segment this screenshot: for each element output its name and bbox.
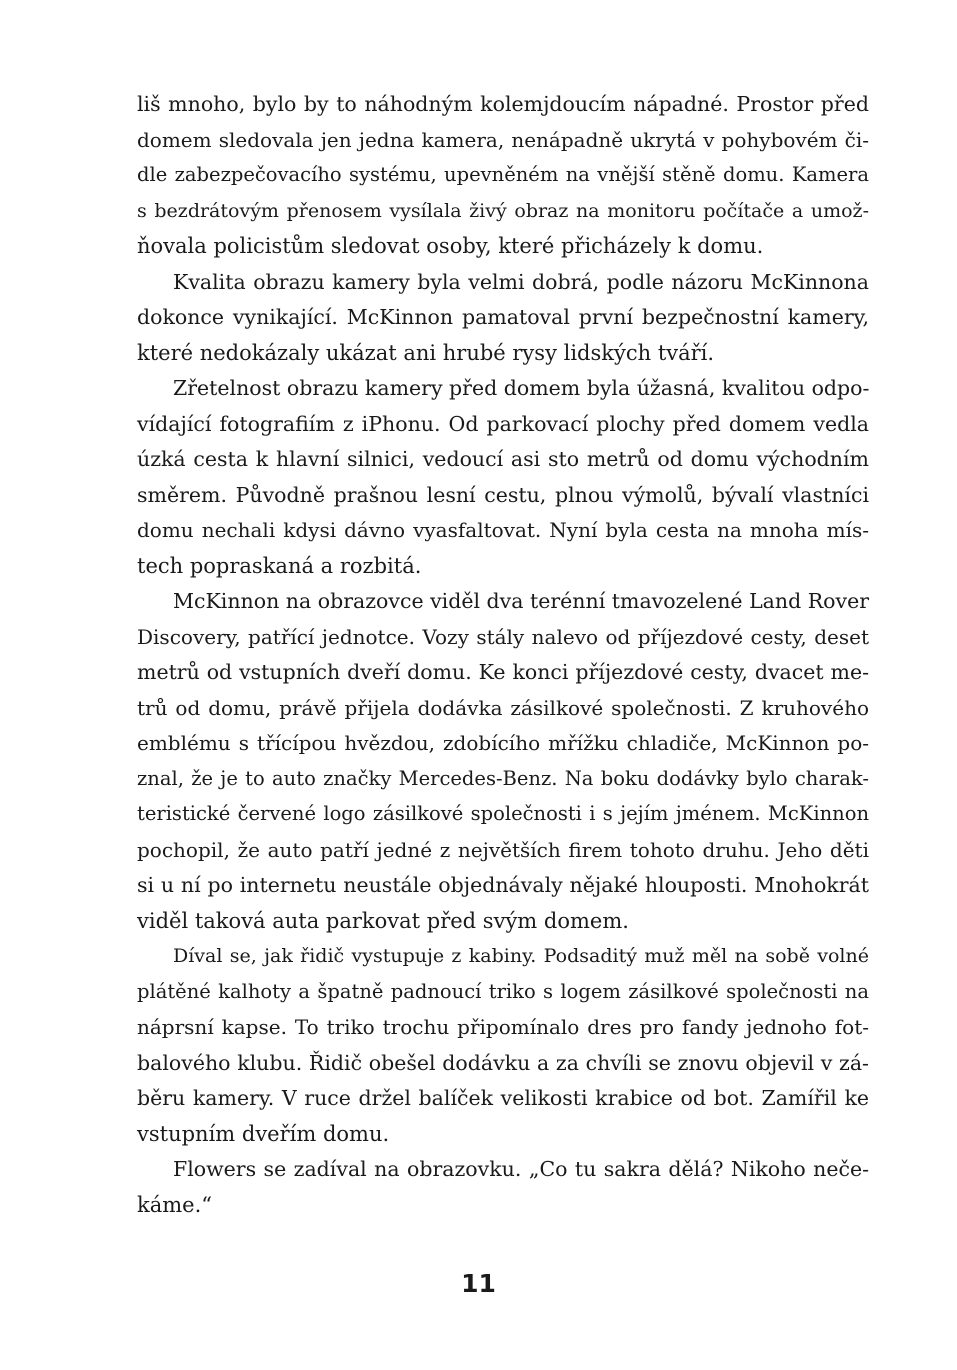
text-line: běru kamery. V ruce držel balíček velikosti krabice od bot. Zamířil ke xyxy=(137,1086,869,1110)
page-number: 11 xyxy=(461,1269,496,1298)
text-line: ňovala policistům sledovat osoby, které přicházely k domu. xyxy=(137,234,764,258)
text-line: káme.“ xyxy=(137,1193,212,1217)
text-line: viděl taková auta parkovat před svým domem. xyxy=(137,909,629,933)
text-line: Discovery, patřící jednotce. Vozy stály nalevo od příjezdové cesty, deset xyxy=(137,625,869,649)
text-line: domem sledovala jen jedna kamera, nenápadně ukrytá v pohybovém či- xyxy=(137,128,869,152)
text-line: metrů od vstupních dveří domu. Ke konci příjezdové cesty, dvacet me- xyxy=(137,660,869,684)
text-line: dle zabezpečovacího systému, upevněném na vnější stěně domu. Kamera xyxy=(137,163,869,186)
text-line: McKinnon na obrazovce viděl dva terénní tmavozelené Land Rover xyxy=(173,589,870,613)
text-line: Zřetelnost obrazu kamery před domem byla úžasná, kvalitou odpo- xyxy=(173,376,870,400)
text-line: liš mnoho, bylo by to náhodným kolemjdoucím nápadné. Prostor před xyxy=(137,92,869,116)
text-line: náprsní kapse. To triko trochu připomínalo dres pro fandy jednoho fot- xyxy=(137,1015,869,1039)
text-line: Díval se, jak řidič vystupuje z kabiny. Podsaditý muž měl na sobě volné xyxy=(173,945,869,967)
text-line: tech popraskaná a rozbitá. xyxy=(137,554,422,578)
text-line: teristické červené logo zásilkové společnosti i s jejím jménem. McKinnon xyxy=(137,802,869,825)
text-line: znal, že je to auto značky Mercedes-Benz. Na boku dodávky bylo charak- xyxy=(137,767,869,790)
text-line: které nedokázaly ukázat ani hrubé rysy lidských tváří. xyxy=(137,341,715,365)
text-line: trů od domu, právě přijela dodávka zásilkové společnosti. Z kruhového xyxy=(137,696,869,720)
text-line: domu nechali kdysi dávno vyasfaltovat. Nyní byla cesta na mnoha mís- xyxy=(137,518,869,542)
text-line: Kvalita obrazu kamery byla velmi dobrá, podle názoru McKinnona xyxy=(173,270,869,294)
text-line: vstupním dveřím domu. xyxy=(137,1122,390,1146)
text-line: si u ní po internetu neustále objednávaly nějaké hlouposti. Mnohokrát xyxy=(137,873,869,897)
text-line: balového klubu. Řidič obešel dodávku a za chvíli se znovu objevil v zá- xyxy=(137,1051,869,1075)
text-line: směrem. Původně prašnou lesní cestu, plnou výmolů, bývalí vlastníci xyxy=(137,483,869,507)
text-line: pochopil, že auto patří jedné z největších firem tohoto druhu. Jeho děti xyxy=(137,838,869,862)
text-line: s bezdrátovým přenosem vysílala živý obraz na monitoru počítače a umož- xyxy=(137,200,869,222)
text-line: emblému s třícípou hvězdou, zdobícího mřížku chladiče, McKinnon po- xyxy=(137,731,869,755)
text-line: Flowers se zadíval na obrazovku. „Co tu sakra dělá? Nikoho neče- xyxy=(173,1157,869,1181)
text-line: dokonce vynikající. McKinnon pamatoval první bezpečnostní kamery, xyxy=(137,305,869,329)
text-line: úzká cesta k hlavní silnici, vedoucí asi sto metrů od domu východním xyxy=(137,447,869,471)
text-line: vídající fotografiím z iPhonu. Od parkovací plochy před domem vedla xyxy=(137,412,869,436)
text-line: plátěné kalhoty a špatně padnoucí triko s logem zásilkové společnosti na xyxy=(137,980,869,1003)
